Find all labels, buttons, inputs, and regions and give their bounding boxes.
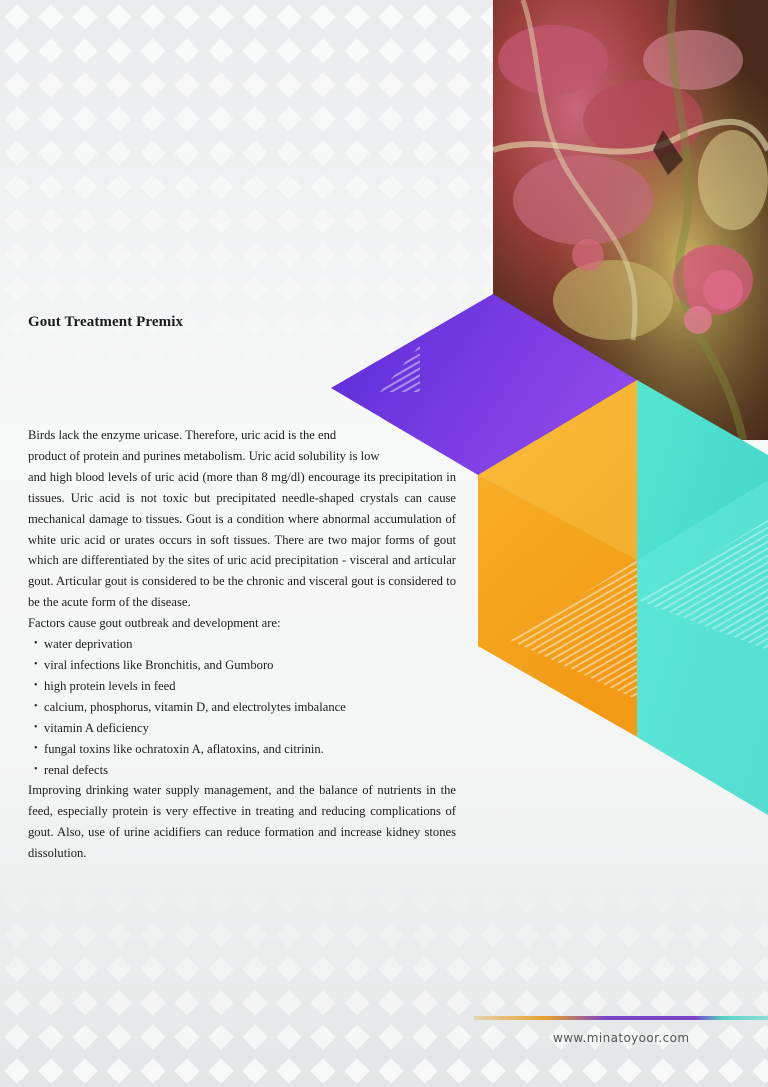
bullet-icon: • (34, 742, 38, 754)
list-item: • high protein levels in feed (34, 676, 456, 697)
bullet-icon: • (34, 763, 38, 775)
bullet-icon: • (34, 638, 38, 650)
gout-description-paragraph: and high blood levels of uric acid (more than 8 mg/dl) encourage its precipitation in tissues. Uric acid is not toxic but precipitated needle-shaped crystals can cause mechanical damage to tissues. Gout is a condition where abnormal accumulation of white uric acid or urates occurs in soft tissues. There are two major forms of gout which are differentiated by the sites of uric acid precipitation - visceral and articular gout. Articular gout is considered to be the chronic and visceral gout is considered to be the acute form of the disease. (28, 469, 456, 610)
list-item: • vitamin A deficiency (34, 718, 456, 739)
website-link[interactable]: www.minatoyoor.com (553, 1031, 690, 1045)
conclusion-paragraph: Improving drinking water supply management, and the balance of nutrients in the feed, especially protein is very effective in treating and reducing complications of gout. Also, use of urine acidifiers can reduce formation and increase kidney stones dissolution. (28, 783, 456, 861)
intro-line-1: Birds lack the enzyme uricase. Therefore, uric acid is the end (28, 428, 337, 442)
list-item: • fungal toxins like ochratoxin A, aflatoxins, and citrinin. (34, 739, 456, 760)
factors-intro: Factors cause gout outbreak and development are: (28, 616, 281, 631)
list-item: • water deprivation (34, 634, 456, 655)
intro-paragraph (28, 425, 456, 467)
list-item: • renal defects (34, 760, 456, 781)
list-item: • calcium, phosphorus, vitamin D, and electrolytes imbalance (34, 697, 456, 718)
body-text (28, 425, 456, 864)
bullet-icon: • (34, 721, 38, 733)
bullet-icon: • (34, 700, 38, 712)
list-item: • viral infections like Bronchitis, and Gumboro (34, 655, 456, 676)
intro-line-2: product of protein and purines metabolism. Uric acid solubility is low (28, 448, 380, 463)
page-title: Gout Treatment Premix (28, 314, 184, 330)
factors-list (28, 634, 456, 780)
footer-divider (474, 1016, 768, 1020)
bullet-icon: • (34, 658, 38, 670)
bullet-icon: • (34, 679, 38, 691)
